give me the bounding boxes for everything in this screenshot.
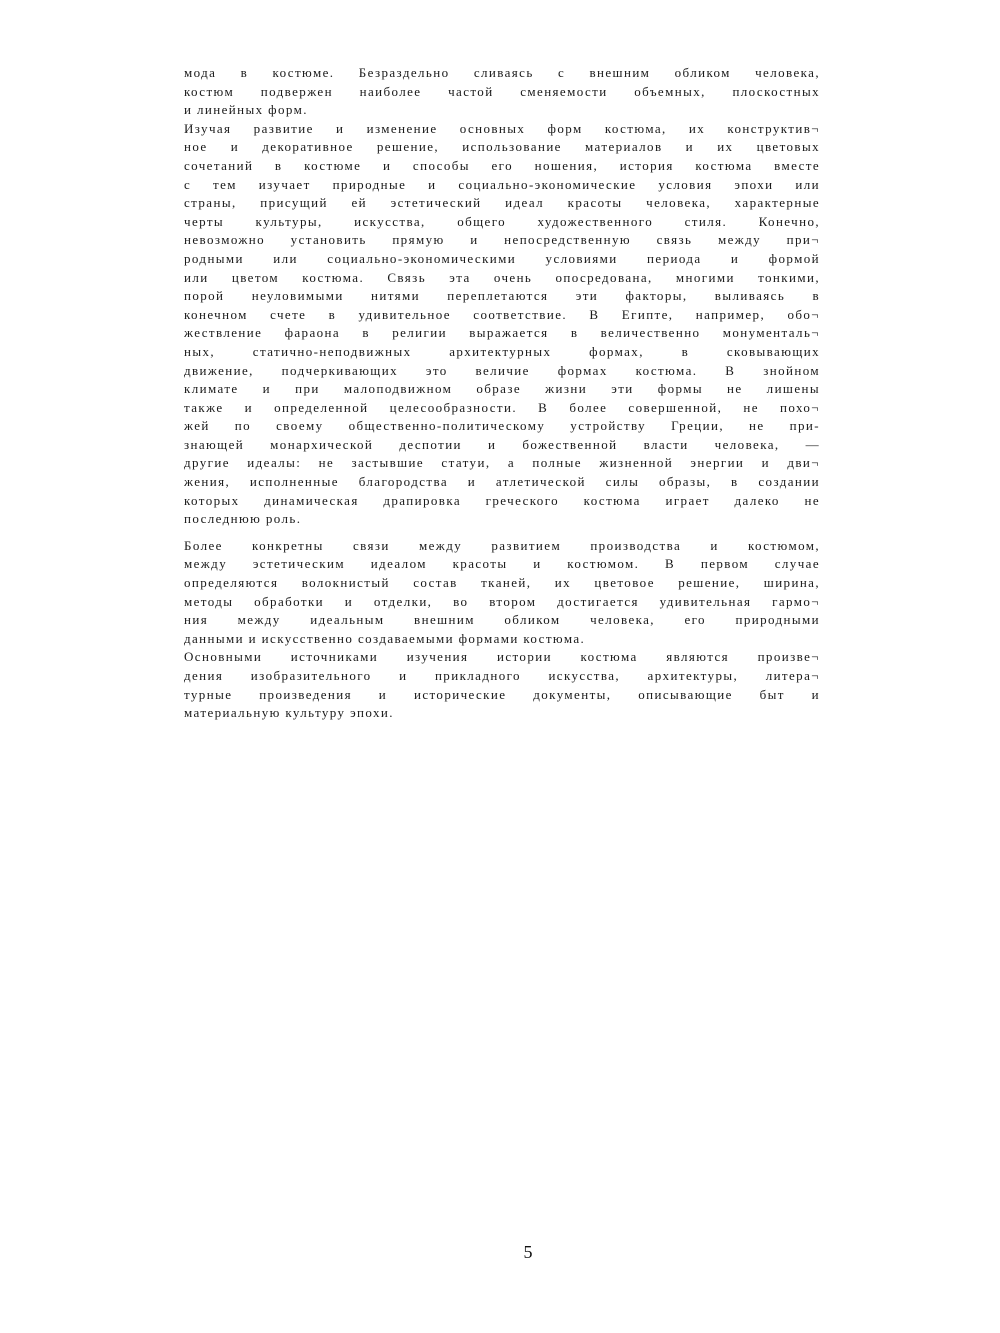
- text-line: порой неуловимыми нитями переплетаются эти факторы, выливаясь в: [184, 288, 820, 304]
- text-line: костюм подвержен наиболее частой сменяемости объемных, плоскостных: [184, 83, 820, 99]
- text-line: невозможно установить прямую и непосредственную связь между при¬: [184, 232, 820, 248]
- text-line: между эстетическим идеалом красоты и костюмом. В первом случае: [184, 556, 820, 572]
- text-line: конечном счете в удивительное соответствие. В Египте, например, обо¬: [184, 306, 820, 322]
- text-line: ное и декоративное решение, использование материалов и их цветовых: [184, 139, 820, 155]
- text-line: ных, статично-неподвижных архитектурных формах, в сковывающих: [184, 343, 820, 359]
- text-line: ния между идеальным внешним обликом человека, его природными: [184, 612, 820, 628]
- text-line: данными и искусственно создаваемыми формами костюма.: [184, 630, 586, 646]
- text-line: родными или социально-экономическими условиями периода и формой: [184, 250, 820, 266]
- text-line: жения, исполненные благородства и атлетической силы образы, в создании: [184, 474, 820, 490]
- text-line: Изучая развитие и изменение основных форм костюма, их конструктив¬: [184, 120, 820, 136]
- page-text: [184, 64, 820, 723]
- text-line: жествление фараона в религии выражается в величественно монументаль¬: [184, 325, 820, 341]
- text-line: турные произведения и исторические документы, описывающие быт и: [184, 686, 820, 702]
- text-line: черты культуры, искусства, общего художественного стиля. Конечно,: [184, 213, 820, 229]
- text-line: страны, присущий ей эстетический идеал красоты человека, характерные: [184, 195, 820, 211]
- paragraph-4: [184, 648, 820, 722]
- text-line: с тем изучает природные и социально-экономические условия эпохи или: [184, 176, 820, 192]
- text-line: также и определенной целесообразности. В более совершенной, не похо¬: [184, 399, 820, 415]
- text-line: материальную культуру эпохи.: [184, 705, 394, 721]
- text-line: мода в костюме. Безраздельно сливаясь с внешним обликом человека,: [184, 65, 820, 80]
- page-number: 5: [523, 1242, 533, 1262]
- text-line: последнюю роль.: [184, 511, 302, 527]
- text-line: жей по своему общественно-политическому устройству Греции, не при-: [184, 418, 820, 434]
- text-line: сочетаний в костюме и способы его ношения, история костюма вместе: [184, 157, 820, 173]
- text-line: Более конкретны связи между развитием производства и костюмом,: [184, 537, 820, 553]
- text-line: климате и при малоподвижном образе жизни эти формы не лишены: [184, 381, 820, 397]
- paragraph-3: [184, 537, 820, 649]
- text-line: которых динамическая драпировка греческого костюма играет далеко не: [184, 492, 820, 508]
- paragraph-1: [184, 64, 820, 120]
- text-line: другие идеалы: не застывшие статуи, а полные жизненной энергии и дви¬: [184, 455, 820, 471]
- text-line: методы обработки и отделки, во втором достигается удивительная гармо¬: [184, 593, 820, 609]
- text-line: дения изобразительного и прикладного искусства, архитектуры, литера¬: [184, 668, 820, 683]
- text-line: Основными источниками изучения истории костюма являются произве¬: [184, 649, 820, 665]
- text-line: или цветом костюма. Связь эта очень опосредована, многими тонкими,: [184, 269, 820, 285]
- text-line: движение, подчеркивающих это величие формах костюма. В знойном: [184, 362, 820, 378]
- text-line: и линейных форм.: [184, 102, 308, 118]
- text-line: определяются волокнистый состав тканей, их цветовое решение, ширина,: [184, 575, 820, 591]
- paragraph-2: [184, 120, 820, 529]
- text-line: знающей монархической деспотии и божественной власти человека, —: [184, 436, 820, 452]
